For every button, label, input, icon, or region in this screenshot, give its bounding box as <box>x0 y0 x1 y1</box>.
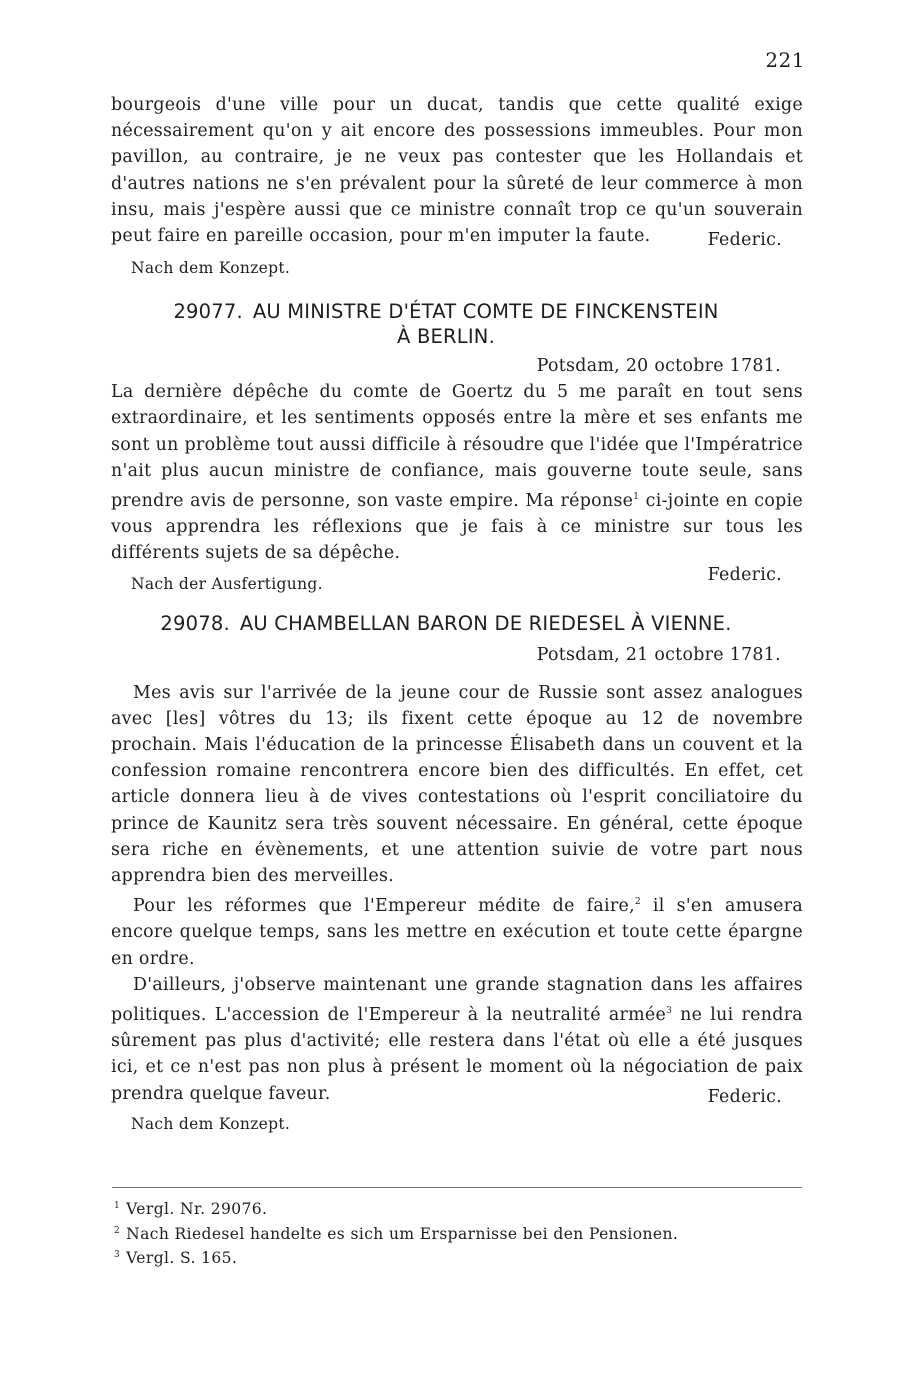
continuation-paragraph: bourgeois d'une ville pour un ducat, tandis que cette qualité exige nécessairement qu'on y ait encore des possessions immeubles. Pour mon pavillon, au contraire, je ne veux pas contester que les Hollandais et d'autres nations ne s'en prévalent pour la sûreté de leur commerce à mon insu, mais j'espère aussi que ce ministre connaît trop ce qu'un souverain peut faire en pareille occasion, pour m'en imputer la faute. <box>111 95 803 247</box>
footnote-text: Nach Riedesel handelte es sich um Ersparnisse bei den Pensionen. <box>126 1224 679 1243</box>
text-run: La dernière dépêche du comte de Goertz du 5 me paraît en tout sens extraordinaire, et les sentiments opposés entre la mère et ses enfants me sont un problème tout aussi difficile à résoudre que l'idée que l'Impératrice n'ait plus aucun ministre de confiance, mais gouverne toute seule, sans prendre avis de personne, son vaste empire. Ma réponse <box>111 382 803 512</box>
letter-paragraph <box>111 379 803 566</box>
footnote-ref: 3 <box>666 1006 673 1017</box>
footnote <box>114 1221 804 1246</box>
letter-number: 29078. <box>160 611 230 635</box>
letter-addressee: AU CHAMBELLAN BARON DE RIEDESEL À VIENNE. <box>239 611 732 635</box>
footnotes <box>114 1196 804 1270</box>
footnote-separator <box>112 1187 802 1188</box>
letter-paragraph <box>111 889 803 972</box>
letter-heading <box>111 299 803 349</box>
text-run: il s'en amusera encore quelque temps, sans les mettre en exécution et toute cette épargne en ordre. <box>111 896 804 969</box>
text-run: ne lui rendra sûrement pas plus d'activité; elle restera dans l'état où elle a été jusques ici, et ce n'est pas non plus à présent le moment où la négociation de paix prendra quelque faveur. <box>111 1005 803 1104</box>
footnote-text: Vergl. S. 165. <box>126 1249 238 1267</box>
text-run: D'ailleurs, j'observe maintenant une grande stagnation dans les affaires politiques. L'accession de l'Empereur à la neutralité armée <box>111 974 803 1026</box>
letter-addressee: AU MINISTRE D'ÉTAT COMTE DE FINCKENSTEIN <box>252 300 719 324</box>
main-text-column <box>111 92 803 1135</box>
source-note: Nach dem Konzept. <box>131 259 291 278</box>
signature: Federic. <box>707 230 782 251</box>
letter-heading <box>111 611 803 636</box>
source-note: Nach dem Konzept. <box>131 1114 291 1133</box>
footnote-marker: 1 <box>114 1201 121 1211</box>
signature: Federic. <box>707 1086 782 1107</box>
footnote-ref: 1 <box>633 492 640 503</box>
letter-number: 29077. <box>173 300 243 324</box>
letter-dateline: Potsdam, 20 octobre 1781. <box>536 356 781 377</box>
text-run: ci-jointe en copie vous apprendra les réflexions que je fais à ce ministre sur tous les différents sujets de sa dépêche. <box>111 491 803 564</box>
source-note: Nach der Ausfertigung. <box>131 574 323 593</box>
text-run: Pour les réformes que l'Empereur médite de faire, <box>133 896 635 917</box>
footnote-ref: 2 <box>634 897 641 908</box>
letter-dateline: Potsdam, 21 octobre 1781. <box>536 644 781 665</box>
letter-paragraph: Mes avis sur l'arrivée de la jeune cour de Russie sont assez analogues avec [les] vôtres du 13; ils fixent cette époque au 12 de novembre prochain. Mais l'éducation de la princesse Élisabeth dans un couvent et la confession romaine rencontrera encore bien des difficultés. En effet, cet article donnera lieu à de vives contestations où l'esprit conciliatoire du prince de Kaunitz sera très souvent nécessaire. En général, cette époque sera riche en évènements, et une attention suivie de votre part nous apprendra bien des merveilles. <box>111 682 803 887</box>
footnote-marker: 3 <box>114 1250 121 1260</box>
footnote-text: Vergl. Nr. 29076. <box>126 1200 268 1218</box>
footnote <box>114 1245 804 1270</box>
page-number: 221 <box>765 48 805 72</box>
letter-location: À BERLIN. <box>397 325 495 349</box>
signature: Federic. <box>707 564 782 585</box>
footnote-marker: 2 <box>114 1225 121 1236</box>
footnote <box>114 1196 804 1221</box>
